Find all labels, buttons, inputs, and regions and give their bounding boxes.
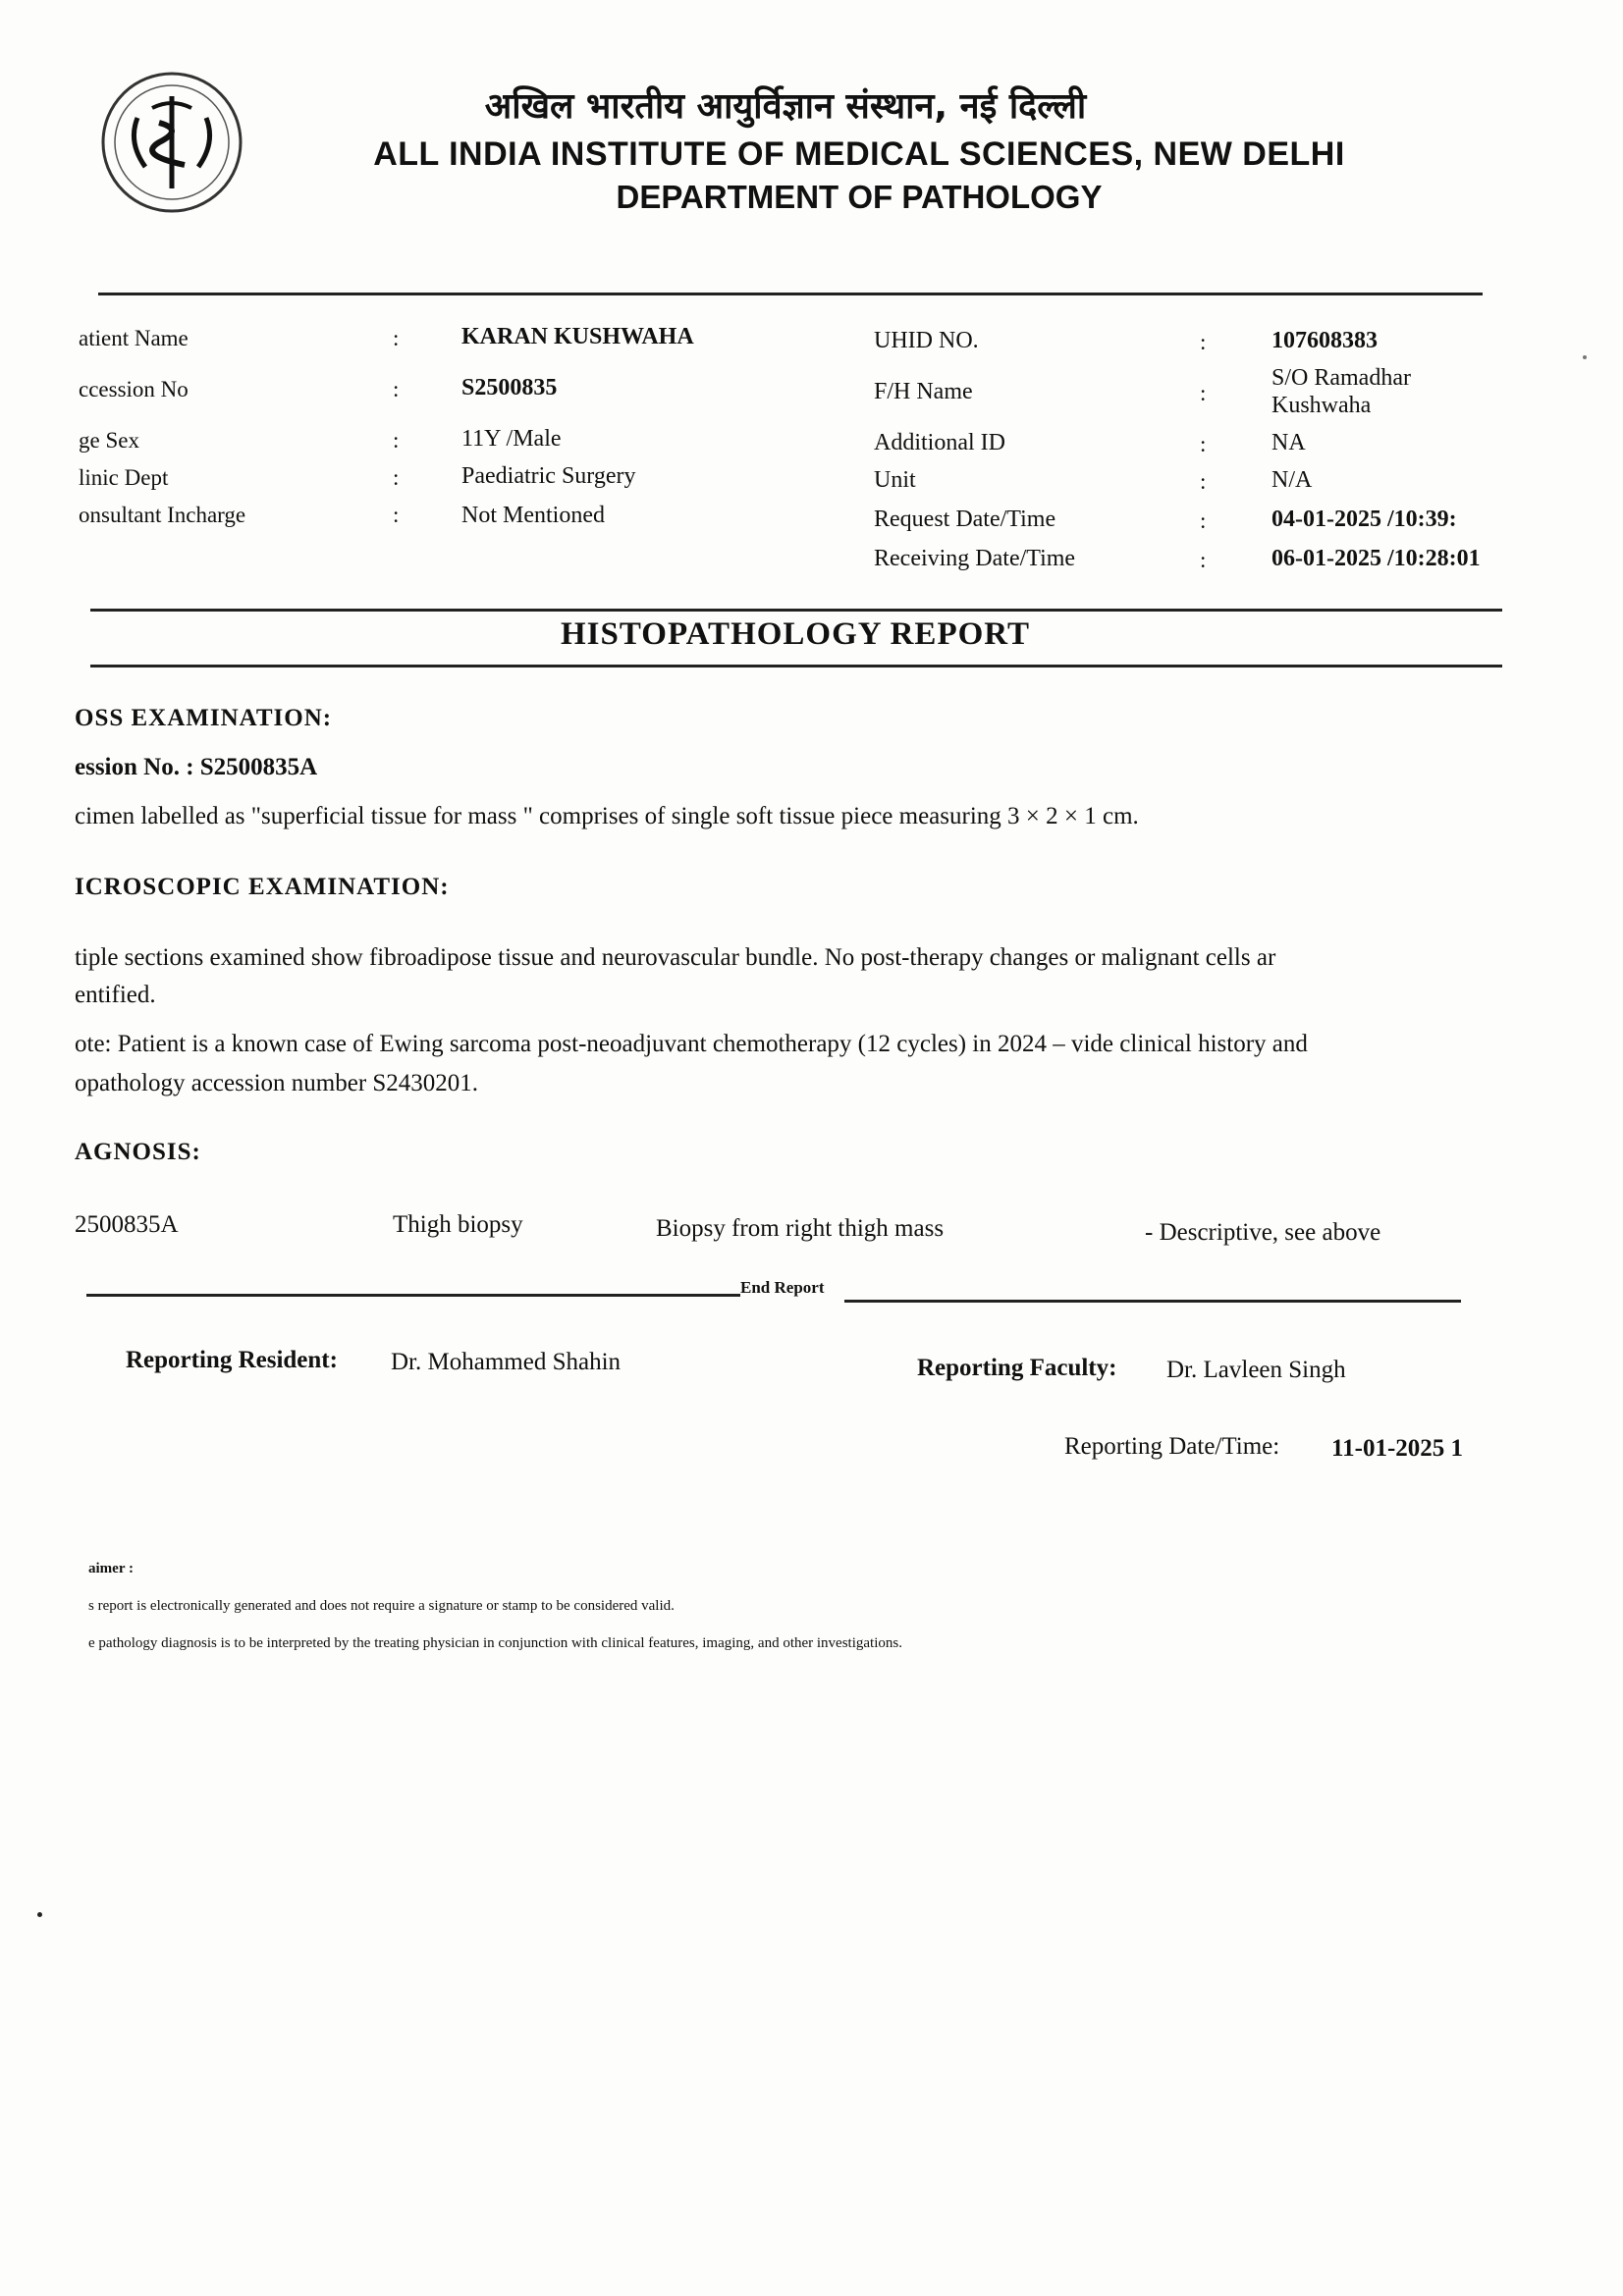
- faculty-label: Reporting Faculty:: [917, 1355, 1117, 1381]
- uhid-value: 107608383: [1271, 328, 1378, 353]
- fh-name-value: S/O Ramadhar: [1271, 365, 1411, 391]
- colon: :: [1200, 381, 1207, 405]
- receiving-datetime-label: Receiving Date/Time: [874, 546, 1076, 571]
- report-title: HISTOPATHOLOGY REPORT: [561, 616, 1030, 652]
- clinic-dept-value: Paediatric Surgery: [461, 463, 636, 489]
- uhid-label: UHID NO.: [874, 328, 979, 353]
- colon: :: [1200, 469, 1207, 494]
- diagnosis-procedure: Biopsy from right thigh mass: [656, 1215, 945, 1242]
- diagnosis-site: Thigh biopsy: [393, 1211, 523, 1238]
- diagnosis-heading: AGNOSIS:: [75, 1139, 201, 1165]
- consultant-label: onsultant Incharge: [79, 503, 246, 527]
- micro-line1: tiple sections examined show fibroadipose tissue and neurovascular bundle. No post-therapy changes or malignant cells ar: [75, 944, 1276, 971]
- resident-label: Reporting Resident:: [126, 1347, 338, 1373]
- micro-note-line2: opathology accession number S2430201.: [75, 1070, 479, 1096]
- scan-speck: [37, 1912, 42, 1917]
- colon: :: [1200, 330, 1207, 354]
- title-top-rule: [90, 609, 1502, 612]
- unit-label: Unit: [874, 467, 916, 493]
- micro-heading: ICROSCOPIC EXAMINATION:: [75, 874, 450, 900]
- disclaimer-heading: aimer :: [88, 1561, 134, 1576]
- patient-name-label: atient Name: [79, 326, 189, 350]
- diagnosis-code: 2500835A: [75, 1211, 179, 1238]
- aiims-logo: [98, 69, 245, 216]
- resident-name: Dr. Mohammed Shahin: [391, 1349, 622, 1375]
- patient-name-value: KARAN KUSHWAHA: [461, 324, 694, 349]
- micro-note-line1: ote: Patient is a known case of Ewing sarcoma post-neoadjuvant chemotherapy (12 cycles) in 2024 – vide clinical history and: [75, 1031, 1308, 1057]
- clinic-dept-label: linic Dept: [79, 465, 169, 490]
- unit-value: N/A: [1271, 467, 1313, 493]
- colon: :: [393, 503, 400, 527]
- age-sex-label: ge Sex: [79, 428, 139, 453]
- colon: :: [1200, 548, 1207, 572]
- institute-name: ALL INDIA INSTITUTE OF MEDICAL SCIENCES, NEW DELHI: [373, 135, 1345, 173]
- disclaimer-line1: s report is electronically generated and does not require a signature or stamp to be considered valid.: [88, 1598, 675, 1614]
- age-sex-value: 11Y /Male: [461, 426, 562, 452]
- department-name: DEPARTMENT OF PATHOLOGY: [616, 179, 1103, 215]
- colon: :: [393, 326, 400, 350]
- title-bottom-rule: [90, 665, 1502, 667]
- accession-no-label: ccession No: [79, 377, 189, 401]
- request-datetime-value: 04-01-2025 /10:39:: [1271, 507, 1457, 532]
- colon: :: [1200, 508, 1207, 533]
- scan-speck: [1583, 355, 1587, 359]
- gross-accession: ession No. : S2500835A: [75, 754, 318, 780]
- disclaimer-line2: e pathology diagnosis is to be interpreted by the treating physician in conjunction with clinical features, imaging, and other investigations.: [88, 1635, 902, 1651]
- receiving-datetime-value: 06-01-2025 /10:28:01: [1271, 546, 1481, 571]
- colon: :: [393, 428, 400, 453]
- reporting-date-value: 11-01-2025 1: [1331, 1435, 1464, 1462]
- faculty-name: Dr. Lavleen Singh: [1166, 1357, 1346, 1383]
- institute-name-hindi: अखिल भारतीय आयुर्विज्ञान संस्थान, नई दिल्ली: [484, 86, 1087, 127]
- reporting-date-label: Reporting Date/Time:: [1064, 1433, 1280, 1460]
- diagnosis-result: - Descriptive, see above: [1145, 1219, 1381, 1246]
- colon: :: [393, 465, 400, 490]
- request-datetime-label: Request Date/Time: [874, 507, 1056, 532]
- fh-name-value-line2: Kushwaha: [1271, 393, 1372, 418]
- colon: :: [1200, 432, 1207, 456]
- gross-heading: OSS EXAMINATION:: [75, 705, 333, 731]
- end-report-label: End Report: [740, 1278, 825, 1297]
- micro-line2: entified.: [75, 982, 156, 1008]
- consultant-value: Not Mentioned: [461, 503, 605, 528]
- additional-id-value: NA: [1271, 430, 1306, 455]
- fh-name-label: F/H Name: [874, 379, 973, 404]
- accession-no-value: S2500835: [461, 375, 558, 400]
- end-report-rule-right: [844, 1300, 1461, 1303]
- header-divider: [98, 293, 1483, 295]
- end-report-rule-left: [86, 1294, 740, 1297]
- additional-id-label: Additional ID: [874, 430, 1005, 455]
- gross-text: cimen labelled as "superficial tissue for mass " comprises of single soft tissue piece measuring 3 × 2 × 1 cm.: [75, 803, 1139, 829]
- colon: :: [393, 377, 400, 401]
